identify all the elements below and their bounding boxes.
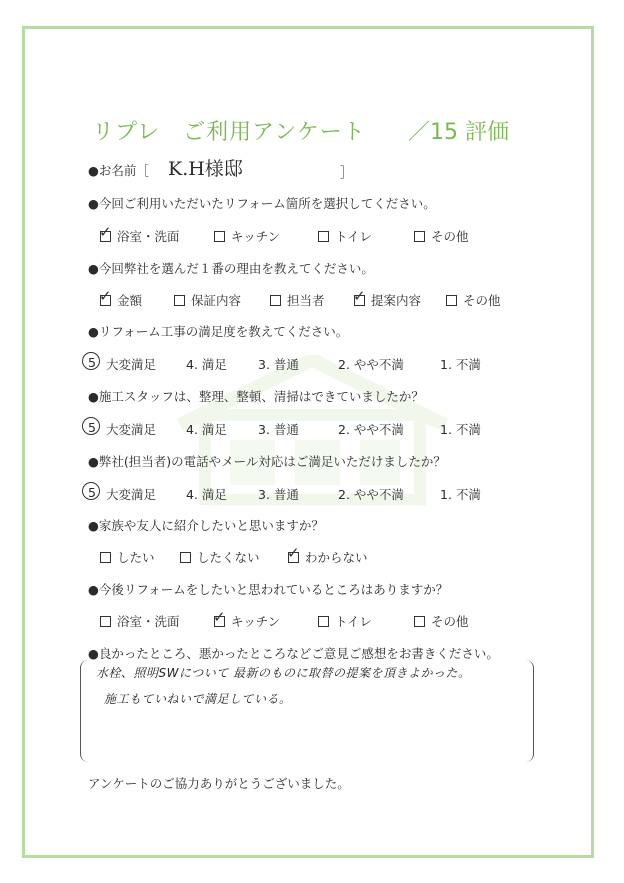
q2-option-3[interactable]	[353, 287, 422, 309]
selection-circle-icon	[82, 482, 100, 500]
option-label: 金額	[117, 293, 143, 308]
checkbox[interactable]	[99, 287, 112, 306]
check-mark-icon: ✓	[99, 223, 112, 241]
q6-option-1[interactable]	[180, 548, 260, 566]
rating-number: 5	[88, 420, 96, 435]
q7-option-3[interactable]	[414, 612, 469, 630]
q4-option-2[interactable]: 3. 普通	[258, 422, 299, 437]
checkbox[interactable]	[270, 295, 281, 306]
q7-option-1[interactable]	[213, 608, 281, 630]
q3-option-2[interactable]: 3. 普通	[258, 357, 299, 372]
checkbox[interactable]	[318, 231, 329, 242]
name-label: ●お名前［	[88, 163, 149, 178]
option-label: したくない	[197, 550, 260, 565]
q3-option-1[interactable]: 4. 満足	[186, 357, 227, 372]
q8-question: ●良かったところ、悪かったところなどご意見ご感想をお書きください。	[88, 646, 499, 661]
name-value: K.H様邸	[168, 158, 243, 180]
footer-thanks: アンケートのご協力ありがとうございました。	[88, 776, 350, 791]
checkbox[interactable]	[414, 231, 425, 242]
q5-question: ●弊社(担当者)の電話やメール対応はご満足いただけましたか？	[88, 454, 446, 469]
q2-option-1[interactable]	[174, 291, 241, 309]
q6-option-2[interactable]	[287, 544, 368, 566]
q4-option-1[interactable]: 4. 満足	[186, 422, 227, 437]
option-label: 担当者	[287, 293, 325, 308]
checkbox[interactable]	[100, 616, 111, 627]
q3-option-3[interactable]: 2. やや不満	[338, 357, 404, 372]
option-label: その他	[431, 614, 469, 629]
check-mark-icon: ✓	[99, 287, 112, 305]
q2-option-4[interactable]	[446, 291, 501, 309]
q2-option-2[interactable]	[270, 291, 325, 309]
checkbox[interactable]	[414, 616, 425, 627]
q7-option-2[interactable]	[318, 612, 372, 630]
selection-circle-icon	[82, 352, 100, 370]
checkbox[interactable]	[99, 223, 112, 242]
name-bracket-close: ］	[340, 166, 354, 181]
option-label: 提案内容	[371, 293, 422, 308]
q5-option-5-circled[interactable]	[88, 485, 96, 500]
checkbox[interactable]	[213, 608, 226, 627]
option-label: したい	[117, 550, 155, 565]
q7-question: ●今後リフォームをしたいと思われているところはありますか？	[88, 582, 449, 597]
option-label: その他	[463, 293, 501, 308]
q7-option-0[interactable]	[100, 612, 180, 630]
q5-option-3[interactable]: 2. やや不満	[338, 487, 404, 502]
q4-option-3[interactable]: 2. やや不満	[338, 422, 404, 437]
q4-option-0[interactable]: 大変満足	[106, 422, 157, 437]
q6-question: ●家族や友人に紹介したいと思いますか？	[88, 518, 324, 533]
q1-option-2[interactable]	[318, 227, 372, 245]
q4-option-4[interactable]: 1. 不満	[440, 422, 481, 437]
rating-number: 5	[88, 355, 96, 370]
q3-question: ●リフォーム工事の満足度を教えてください。	[88, 324, 349, 339]
q5-option-4[interactable]: 1. 不満	[440, 487, 481, 502]
option-label: 浴室・洗面	[117, 614, 180, 629]
option-label: トイレ	[335, 614, 372, 629]
check-mark-icon: ✓	[213, 608, 226, 626]
option-label: 保証内容	[191, 293, 242, 308]
rating-number: 5	[88, 485, 96, 500]
q4-option-5-circled[interactable]	[88, 420, 96, 435]
option-label: トイレ	[335, 229, 372, 244]
q5-option-1[interactable]: 4. 満足	[186, 487, 227, 502]
checkbox[interactable]	[174, 295, 185, 306]
checkbox[interactable]	[214, 231, 225, 242]
q3-option-4[interactable]: 1. 不満	[440, 357, 481, 372]
option-label: キッチン	[231, 229, 281, 244]
check-mark-icon: ✓	[287, 544, 300, 562]
checkbox[interactable]	[180, 552, 191, 563]
q1-option-1[interactable]	[214, 227, 280, 245]
checkbox[interactable]	[318, 616, 329, 627]
option-label: わからない	[305, 550, 368, 565]
q1-question: ●今回ご利用いただいたリフォーム箇所を選択してください。	[88, 196, 436, 211]
checkbox[interactable]	[446, 295, 457, 306]
option-label: キッチン	[231, 614, 281, 629]
q5-option-2[interactable]: 3. 普通	[258, 487, 299, 502]
checkbox[interactable]	[287, 544, 300, 563]
comment-line-1: 水栓、照明SWについて 最新のものに取替の提案を頂きよかった。	[96, 666, 471, 680]
q4-question: ●施工スタッフは、整理、整頓、清掃はできていましたか？	[88, 389, 424, 404]
q1-option-0[interactable]	[99, 223, 180, 245]
q2-option-0[interactable]	[99, 287, 143, 309]
score-label: ／15 評価	[408, 120, 509, 145]
q5-option-0[interactable]: 大変満足	[106, 487, 157, 502]
option-label: その他	[431, 229, 469, 244]
q2-question: ●今回弊社を選んだ１番の理由を教えてください。	[88, 261, 374, 276]
survey-title: リプレ ご利用アンケート	[92, 120, 366, 145]
option-label: 浴室・洗面	[117, 229, 180, 244]
check-mark-icon: ✓	[353, 287, 366, 305]
q3-option-5-circled[interactable]	[88, 355, 96, 370]
q3-option-0[interactable]: 大変満足	[106, 357, 157, 372]
selection-circle-icon	[82, 417, 100, 435]
checkbox[interactable]	[100, 552, 111, 563]
q1-option-3[interactable]	[414, 227, 469, 245]
comment-line-2: 施工もていねいで満足している。	[104, 692, 292, 706]
q6-option-0[interactable]	[100, 548, 155, 566]
checkbox[interactable]	[353, 287, 366, 306]
